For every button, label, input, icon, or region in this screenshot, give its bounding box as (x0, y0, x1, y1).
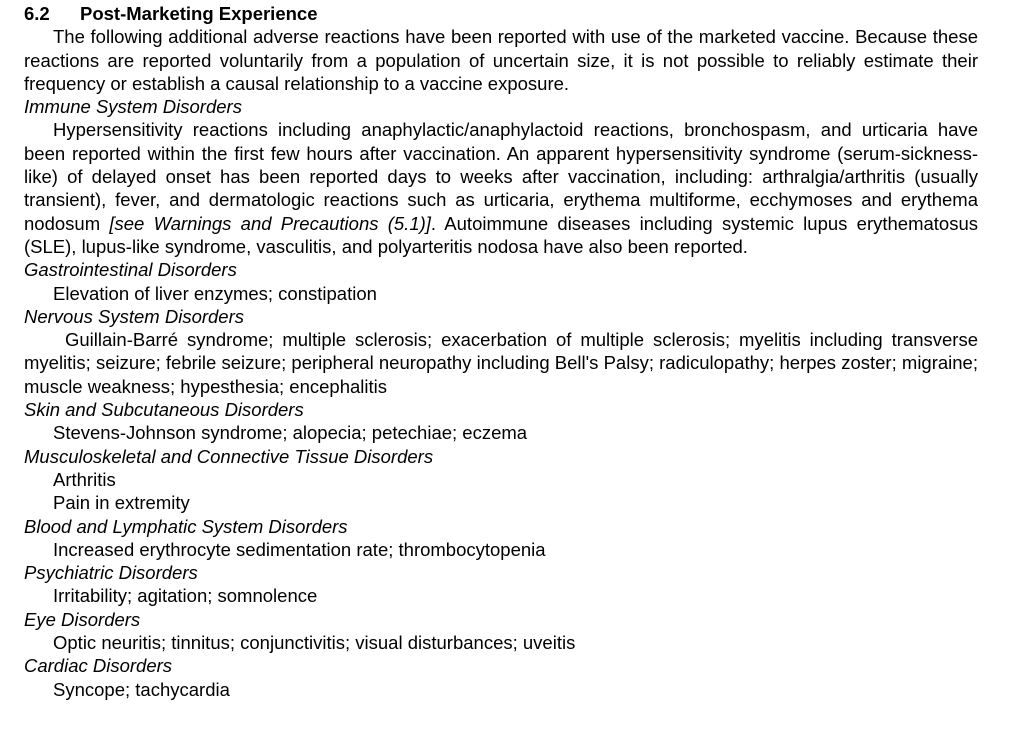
skin-heading: Skin and Subcutaneous Disorders (24, 399, 304, 421)
nervous-paragraph: Guillain-Barré syndrome; multiple sclerosis; exacerbation of multiple sclerosis; myelitis including transverse myelitis; seizure; febrile seizure; peripheral neuropathy including Bell's Palsy; radiculopathy; herpes zoster; migraine; muscle weakness; hypesthesia; encephalitis (24, 329, 978, 397)
blood-item: Increased erythrocyte sedimentation rate; thrombocytopenia (53, 538, 546, 560)
gi-item: Elevation of liver enzymes; constipation (53, 282, 377, 304)
intro-paragraph: The following additional adverse reactions have been reported with use of the marketed vaccine. Because these reactions are reported voluntarily from a population of uncertain size, it is not possible to reliably estimate their frequency or establish a causal relationship to a vaccine exposure. (24, 26, 978, 94)
gi-heading: Gastrointestinal Disorders (24, 259, 237, 281)
immune-heading: Immune System Disorders (24, 96, 242, 118)
nervous-heading: Nervous System Disorders (24, 305, 245, 327)
blood-heading: Blood and Lymphatic System Disorders (24, 515, 348, 537)
eye-heading: Eye Disorders (24, 608, 141, 630)
musculo-item: Pain in extremity (53, 492, 190, 514)
cardiac-item: Syncope; tachycardia (53, 678, 230, 700)
warnings-xref: [see Warnings and Precautions (5.1)] (109, 212, 431, 234)
section-number: 6.2 (24, 3, 50, 24)
eye-item: Optic neuritis; tinnitus; conjunctivitis; visual disturbances; uveitis (53, 632, 576, 654)
immune-text-b: . Autoimmune diseases including systemic lupus erythematosus (SLE), lupus-like syndrome, vasculitis, and polyarteritis nodosa have also been reported. (24, 212, 978, 257)
musculo-heading: Musculoskeletal and Connective Tissue Disorders (24, 445, 434, 467)
musculo-item: Arthritis (53, 468, 116, 490)
section-heading (24, 2, 978, 25)
immune-paragraph (24, 118, 978, 258)
section-title: Post-Marketing Experience (80, 3, 318, 24)
skin-item: Stevens-Johnson syndrome; alopecia; petechiae; eczema (53, 422, 528, 444)
psych-heading: Psychiatric Disorders (24, 562, 198, 584)
cardiac-heading: Cardiac Disorders (24, 655, 173, 677)
immune-text-a: Hypersensitivity reactions including anaphylactic/anaphylactoid reactions, bronchospasm, and urticaria have been reported within the first few hours after vaccination. An apparent hypersensitivity syndrome (serum-sickness-like) of delayed onset has been reported days to weeks after vaccination, including: arthralgia/arthritis (usually transient), fever, and dermatologic reactions such as urticaria, erythema multiforme, ecchymoses and erythema nodosum (24, 119, 978, 234)
psych-item: Irritability; agitation; somnolence (53, 585, 318, 607)
